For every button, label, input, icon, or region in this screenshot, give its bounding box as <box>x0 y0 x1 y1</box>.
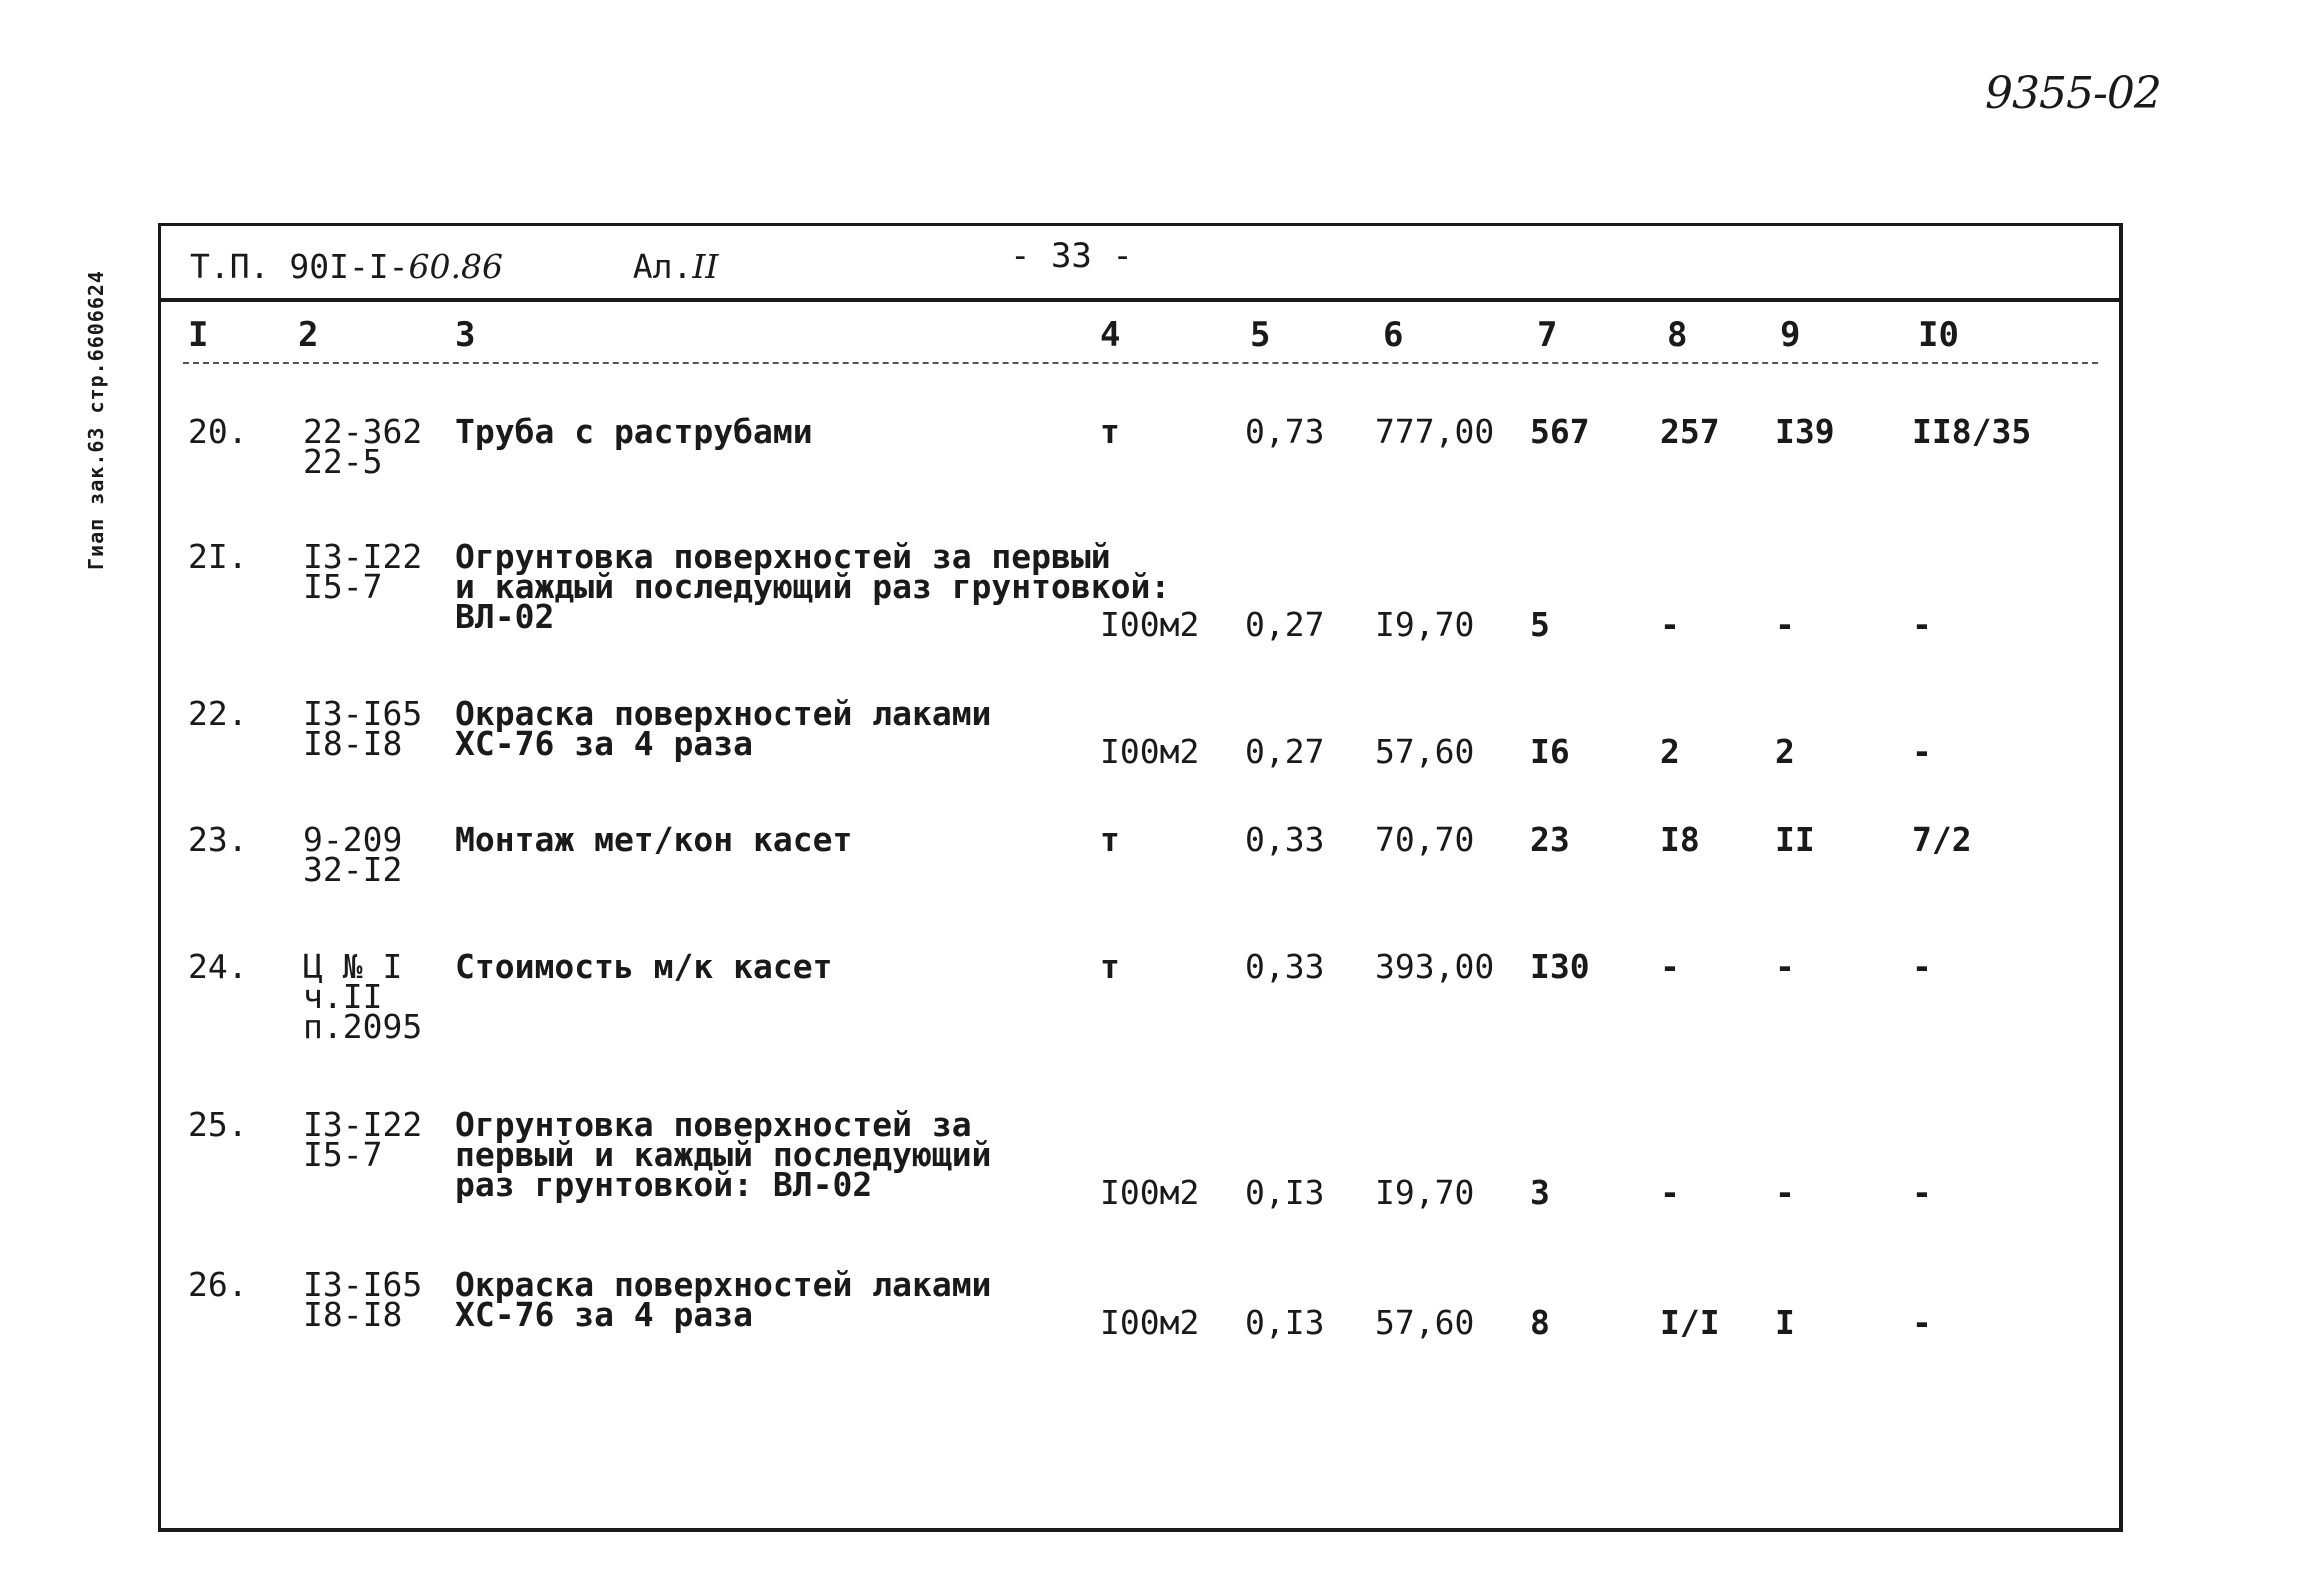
row-code: I5-7 <box>303 1135 383 1174</box>
row-price: I9,70 <box>1375 605 1475 644</box>
row-quantity: 0,33 <box>1245 947 1325 986</box>
row-name: первый и каждый последующий <box>455 1135 992 1174</box>
row-number: 25. <box>188 1105 248 1144</box>
row-price: 777,00 <box>1375 412 1495 451</box>
row-name: ХС-76 за 4 раза <box>455 724 754 763</box>
row-col-8: I8 <box>1660 820 1700 859</box>
row-price: 70,70 <box>1375 820 1475 859</box>
column-header-7: 7 <box>1537 315 1558 355</box>
column-header-9: 9 <box>1780 315 1801 355</box>
code-prefix: Т.П. 90I-I- <box>190 247 409 286</box>
row-unit: I00м2 <box>1100 605 1200 644</box>
row-unit: I00м2 <box>1100 732 1200 771</box>
column-header-rule <box>183 362 2098 364</box>
row-unit: I00м2 <box>1100 1173 1200 1212</box>
row-col-7: 8 <box>1530 1303 1550 1342</box>
album-handwritten: II <box>692 247 719 286</box>
row-col-8: - <box>1660 605 1680 644</box>
row-col-7: I6 <box>1530 732 1570 771</box>
row-code: I8-I8 <box>303 1295 403 1334</box>
row-price: 57,60 <box>1375 732 1475 771</box>
row-col-9: 2 <box>1775 732 1795 771</box>
row-col-8: 257 <box>1660 412 1720 451</box>
column-header-10: I0 <box>1918 315 1959 355</box>
row-col-7: 23 <box>1530 820 1570 859</box>
row-quantity: 0,27 <box>1245 605 1325 644</box>
row-number: 26. <box>188 1265 248 1304</box>
row-name: раз грунтовкой: ВЛ-02 <box>455 1165 873 1204</box>
column-header-2: 2 <box>298 315 319 355</box>
row-code: 22-362 <box>303 412 423 451</box>
row-code: I3-I65 <box>303 694 423 733</box>
row-col-7: 5 <box>1530 605 1550 644</box>
row-number: 2I. <box>188 537 248 576</box>
row-quantity: 0,73 <box>1245 412 1325 451</box>
row-quantity: 0,I3 <box>1245 1173 1325 1212</box>
row-col-10: 7/2 <box>1912 820 1972 859</box>
row-price: I9,70 <box>1375 1173 1475 1212</box>
row-code: I5-7 <box>303 567 383 606</box>
row-code: 22-5 <box>303 442 383 481</box>
row-code: I8-I8 <box>303 724 403 763</box>
row-col-8: 2 <box>1660 732 1680 771</box>
row-col-9: - <box>1775 947 1795 986</box>
row-col-8: - <box>1660 947 1680 986</box>
row-code: Ц № I <box>303 947 403 986</box>
column-header-5: 5 <box>1250 315 1271 355</box>
row-code: I3-I22 <box>303 537 423 576</box>
row-quantity: 0,27 <box>1245 732 1325 771</box>
row-quantity: 0,I3 <box>1245 1303 1325 1342</box>
row-code: 9-209 <box>303 820 403 859</box>
page-number: - 33 - <box>1010 236 1133 276</box>
row-col-10: - <box>1912 1173 1932 1212</box>
row-name: и каждый последующий раз грунтовкой: <box>455 567 1171 606</box>
row-col-8: - <box>1660 1173 1680 1212</box>
row-col-9: I39 <box>1775 412 1835 451</box>
row-code: I3-I22 <box>303 1105 423 1144</box>
column-header-3: 3 <box>455 315 476 355</box>
row-code: 32-I2 <box>303 850 403 889</box>
row-name: ХС-76 за 4 раза <box>455 1295 754 1334</box>
row-col-9: I <box>1775 1303 1795 1342</box>
row-code: п.2095 <box>303 1007 423 1046</box>
row-name: Окраска поверхностей лаками <box>455 1265 992 1304</box>
row-unit: т <box>1100 947 1120 986</box>
row-col-10: - <box>1912 732 1932 771</box>
row-code: I3-I65 <box>303 1265 423 1304</box>
row-price: 393,00 <box>1375 947 1495 986</box>
row-number: 22. <box>188 694 248 733</box>
document-number: 9355-02 <box>1985 68 2161 119</box>
row-col-9: - <box>1775 1173 1795 1212</box>
row-col-9: II <box>1775 820 1815 859</box>
row-unit: т <box>1100 412 1120 451</box>
column-header-6: 6 <box>1383 315 1404 355</box>
row-col-10: II8/35 <box>1912 412 2032 451</box>
row-col-7: I30 <box>1530 947 1590 986</box>
row-name: Огрунтовка поверхностей за <box>455 1105 972 1144</box>
column-header-4: 4 <box>1100 315 1121 355</box>
row-col-9: - <box>1775 605 1795 644</box>
album-prefix: Ал. <box>632 247 693 286</box>
row-price: 57,60 <box>1375 1303 1475 1342</box>
row-quantity: 0,33 <box>1245 820 1325 859</box>
row-col-10: - <box>1912 1303 1932 1342</box>
row-name: Стоимость м/к касет <box>455 947 833 986</box>
row-number: 20. <box>188 412 248 451</box>
header-divider <box>158 298 2120 302</box>
row-name: Труба с раструбами <box>455 412 813 451</box>
column-header-1: I <box>188 315 209 355</box>
row-col-7: 3 <box>1530 1173 1550 1212</box>
row-col-10: - <box>1912 605 1932 644</box>
row-col-10: - <box>1912 947 1932 986</box>
row-code: ч.II <box>303 977 383 1016</box>
row-unit: т <box>1100 820 1120 859</box>
row-name: Окраска поверхностей лаками <box>455 694 992 733</box>
code-handwritten: 60.86 <box>408 247 504 286</box>
row-name: ВЛ-02 <box>455 597 555 636</box>
row-col-7: 567 <box>1530 412 1590 451</box>
column-header-8: 8 <box>1667 315 1688 355</box>
document-code <box>190 247 719 286</box>
row-name: Огрунтовка поверхностей за первый <box>455 537 1111 576</box>
row-number: 23. <box>188 820 248 859</box>
row-col-8: I/I <box>1660 1303 1720 1342</box>
side-stamp: Гиап зак.63 стр.6606624 <box>84 270 108 570</box>
row-name: Монтаж мет/кон касет <box>455 820 853 859</box>
row-number: 24. <box>188 947 248 986</box>
row-unit: I00м2 <box>1100 1303 1200 1342</box>
